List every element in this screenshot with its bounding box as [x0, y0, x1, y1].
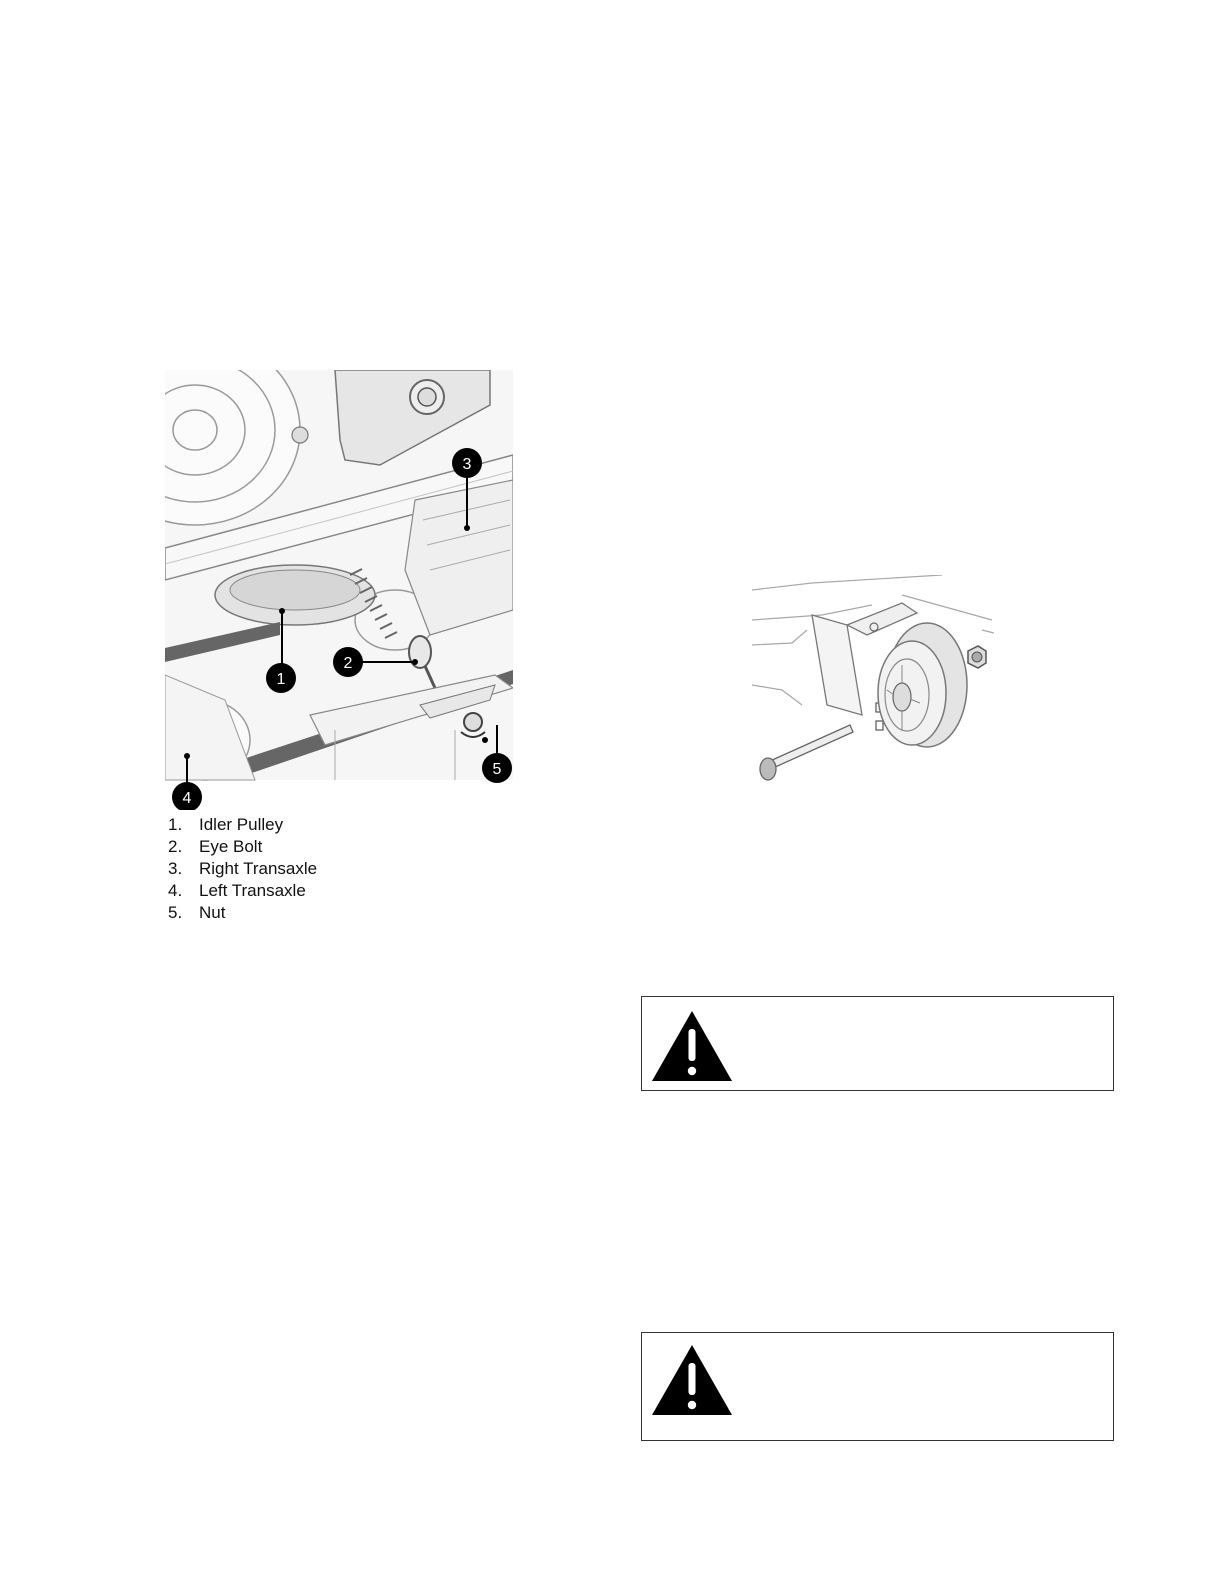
- callout-3: [452, 448, 482, 478]
- svg-text:2: 2: [343, 655, 353, 672]
- svg-text:4: 4: [182, 790, 192, 807]
- svg-text:3: 3: [462, 456, 472, 473]
- legend-item: 5. Nut: [168, 903, 226, 922]
- transaxle-figure: [165, 370, 513, 810]
- legend-item: 4. Left Transaxle: [168, 881, 306, 900]
- warning-box: [641, 996, 1114, 1091]
- svg-text:5: 5: [492, 761, 502, 778]
- transaxle-illustration: [165, 370, 513, 810]
- legend-item: 1. Idler Pulley: [168, 815, 284, 834]
- warning-triangle-icon: [650, 1343, 734, 1417]
- deck-wheel-illustration: [752, 575, 994, 785]
- warning-triangle-icon: [650, 1009, 734, 1083]
- warning-box: [641, 1332, 1114, 1441]
- callout-1: [266, 663, 296, 693]
- deck-wheel-figure: [752, 575, 994, 785]
- callout-2: [333, 647, 363, 677]
- callout-5: [482, 753, 512, 783]
- svg-text:1: 1: [276, 671, 286, 688]
- callout-4: [172, 782, 202, 810]
- figure-legend: [168, 814, 317, 924]
- legend-item: 3. Right Transaxle: [168, 859, 318, 878]
- legend-item: 2. Eye Bolt: [168, 837, 263, 856]
